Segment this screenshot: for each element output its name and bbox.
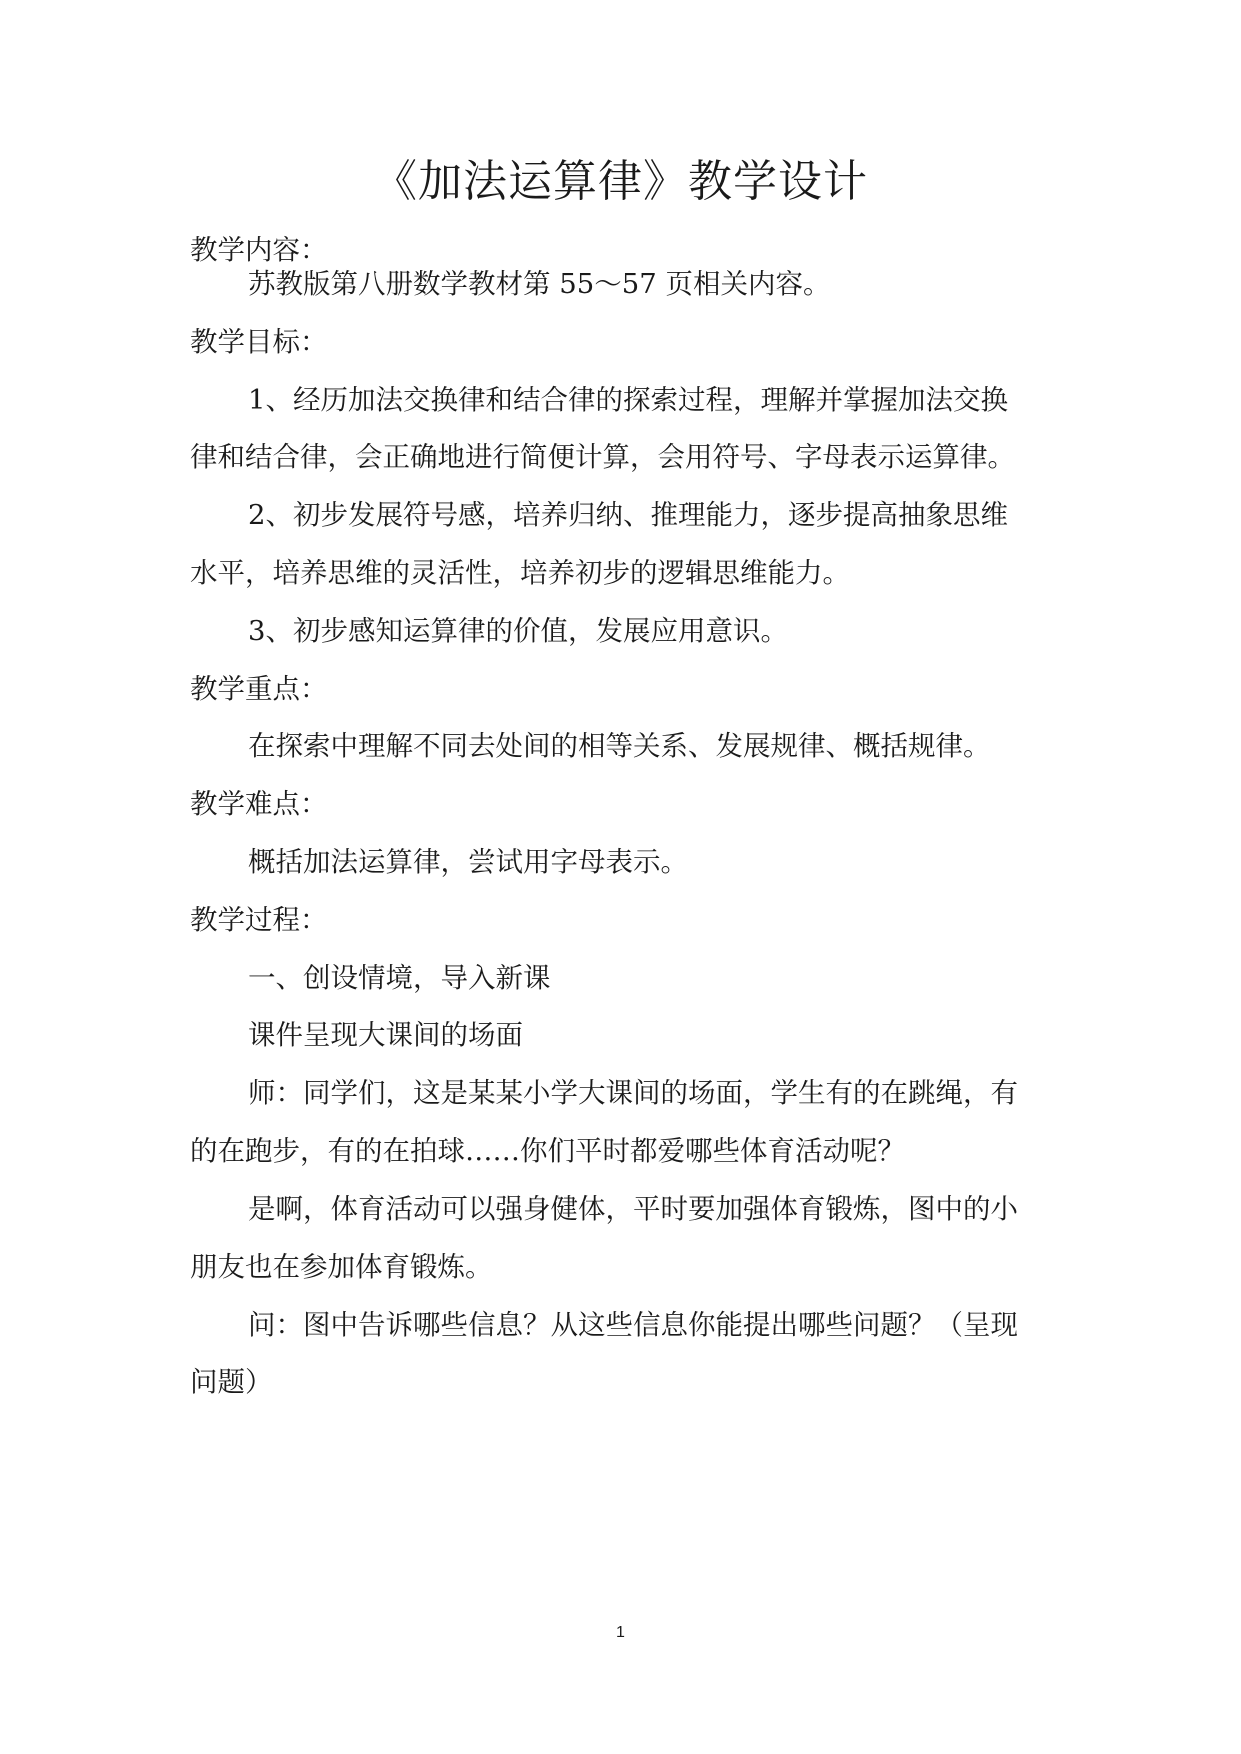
process-paragraph-4-line-1: 问：图中告诉哪些信息？从这些信息你能提出哪些问题？（呈现 <box>248 1309 1018 1341</box>
objective-1-line-1: 1、经历加法交换律和结合律的探索过程，理解并掌握加法交换 <box>248 384 1008 416</box>
section-heading-objectives: 教学目标： <box>190 326 328 358</box>
process-paragraph-1: 课件呈现大课间的场面 <box>248 1019 523 1051</box>
process-paragraph-3-line-2: 朋友也在参加体育锻炼。 <box>190 1251 493 1283</box>
objective-1-line-2: 律和结合律，会正确地进行简便计算，会用符号、字母表示运算律。 <box>190 441 1015 473</box>
document-title: 《加法运算律》教学设计 <box>373 156 868 207</box>
paragraph-key-points: 在探索中理解不同去处间的相等关系、发展规律、概括规律。 <box>248 730 991 762</box>
page-number: 1 <box>616 1624 625 1641</box>
section-heading-difficulties: 教学难点： <box>190 788 328 820</box>
paragraph-content: 苏教版第八册数学教材第 55～57 页相关内容。 <box>248 268 831 300</box>
process-paragraph-2-line-2: 的在跑步，有的在拍球……你们平时都爱哪些体育活动呢？ <box>190 1135 905 1167</box>
process-paragraph-2-line-1: 师：同学们，这是某某小学大课间的场面，学生有的在跳绳，有 <box>248 1077 1018 1109</box>
section-heading-content: 教学内容： <box>190 234 328 266</box>
process-step-heading: 一、创设情境，导入新课 <box>248 962 551 994</box>
section-heading-process: 教学过程： <box>190 904 328 936</box>
process-paragraph-4-line-2: 问题） <box>190 1366 273 1398</box>
objective-2-line-2: 水平，培养思维的灵活性，培养初步的逻辑思维能力。 <box>190 557 850 589</box>
process-paragraph-3-line-1: 是啊，体育活动可以强身健体，平时要加强体育锻炼，图中的小 <box>248 1193 1018 1225</box>
objective-2-line-1: 2、初步发展符号感，培养归纳、推理能力，逐步提高抽象思维 <box>248 499 1008 531</box>
section-heading-key-points: 教学重点： <box>190 673 328 705</box>
paragraph-difficulties: 概括加法运算律，尝试用字母表示。 <box>248 846 688 878</box>
objective-3: 3、初步感知运算律的价值，发展应用意识。 <box>248 615 788 647</box>
